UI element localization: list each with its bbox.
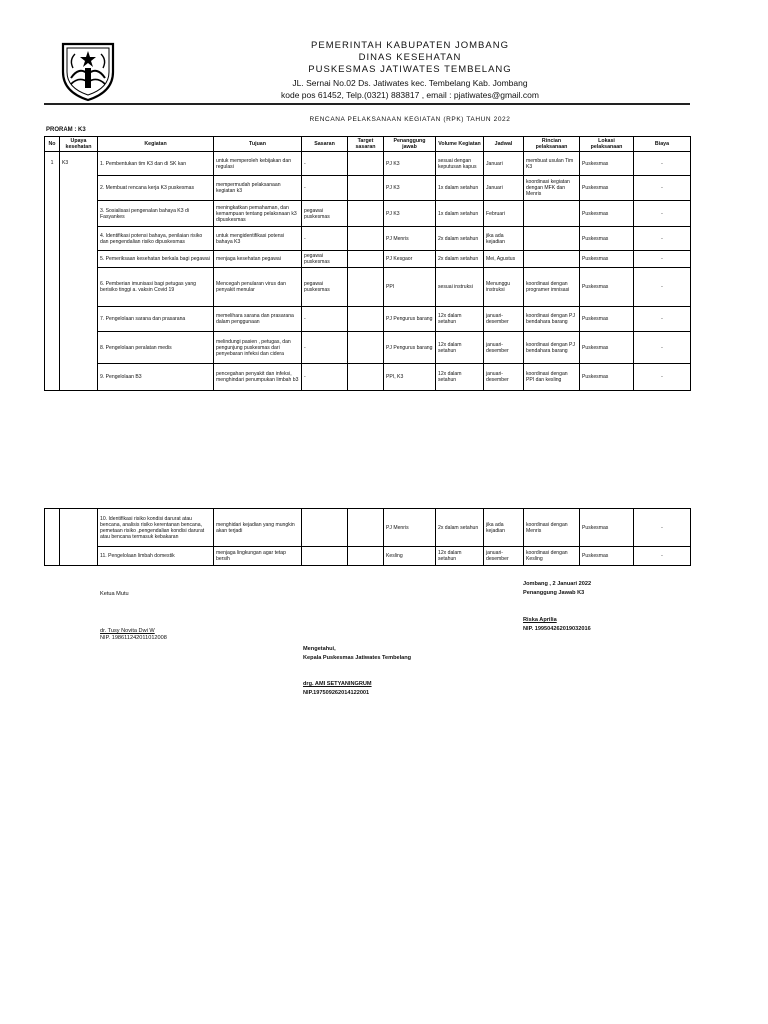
cell-biaya: - bbox=[634, 509, 691, 547]
cell-biaya: - bbox=[634, 364, 691, 391]
cell-volume: 2x dalam setahun bbox=[436, 509, 484, 547]
cell-jadwal: januari-desember bbox=[484, 364, 524, 391]
col-header: Sasaran bbox=[302, 137, 348, 152]
cell-biaya: - bbox=[634, 251, 691, 268]
contact: kode pos 61452, Telp.(0321) 883817 , email : pjatiwates@gmail.com bbox=[281, 90, 539, 100]
cell-pj: PPI, K3 bbox=[384, 364, 436, 391]
cell-jadwal: Januari bbox=[484, 176, 524, 201]
cell-biaya: - bbox=[634, 227, 691, 251]
cell-jadwal: Menunggu instruksi bbox=[484, 268, 524, 307]
cell-target bbox=[348, 268, 384, 307]
cell-target bbox=[348, 509, 384, 547]
address: JL. Sernai No.02 Ds. Jatiwates kec. Tembelang Kab. Jombang bbox=[292, 78, 528, 88]
cell-rincian: membuat usulan Tim K3 bbox=[524, 152, 580, 176]
cell-kegiatan: 7. Pengelolaan sarana dan prasarana bbox=[98, 307, 214, 332]
cell-target bbox=[348, 227, 384, 251]
cell-sasaran: - bbox=[302, 332, 348, 364]
cell-sasaran bbox=[302, 509, 348, 547]
col-header: Lokasi pelaksanaan bbox=[580, 137, 634, 152]
col-header: No bbox=[45, 137, 60, 152]
cell-jadwal: januari-desember bbox=[484, 332, 524, 364]
col-header: Volume Kegiatan bbox=[436, 137, 484, 152]
cell-tujuan: menjaga kesehatan pegawai bbox=[214, 251, 302, 268]
regency-emblem-icon bbox=[55, 38, 121, 104]
cell-pj: PJ Kesgaor bbox=[384, 251, 436, 268]
cell-volume: 12x dalam setahun bbox=[436, 364, 484, 391]
cell-target bbox=[348, 176, 384, 201]
pj-name: Riska Aprilia bbox=[523, 617, 557, 623]
cell-rincian bbox=[524, 227, 580, 251]
row-number: 1 bbox=[45, 152, 60, 391]
cell-rincian: koordinasi dengan Kesling bbox=[524, 547, 580, 566]
cell-biaya: - bbox=[634, 307, 691, 332]
cell-tujuan: menghidari kejadian yang mungkin akan terjadi bbox=[214, 509, 302, 547]
mutu-nip: NIP. 198611242011012008 bbox=[100, 635, 167, 641]
cell-biaya: - bbox=[634, 268, 691, 307]
cell-rincian: koordinasi dengan PPI dan kesling bbox=[524, 364, 580, 391]
cell-jadwal: jika ada kejadian bbox=[484, 509, 524, 547]
cell-jadwal: jika ada kejadian bbox=[484, 227, 524, 251]
table-row bbox=[45, 201, 691, 227]
cell-pj: PJ Menris bbox=[384, 509, 436, 547]
col-header: Kegiatan bbox=[98, 137, 214, 152]
cell-rincian: koordinasi dengan Menris bbox=[524, 509, 580, 547]
pj-title: Penanggung Jawab K3 bbox=[523, 590, 585, 596]
header-divider bbox=[44, 103, 690, 105]
cell-volume: 12x dalam setahun bbox=[436, 547, 484, 566]
cell-sasaran: pegawai puskesmas bbox=[302, 268, 348, 307]
cell-sasaran bbox=[302, 547, 348, 566]
cell-lokasi: Puskesmas bbox=[580, 547, 634, 566]
col-header: Penanggung jawab bbox=[384, 137, 436, 152]
cell-sasaran: pegawai puskesmas bbox=[302, 201, 348, 227]
cell-volume: sesuai dengan keputusan kapus bbox=[436, 152, 484, 176]
kepala-name: drg. AMI SETYANINGRUM bbox=[303, 681, 372, 687]
cell-volume: 12x dalam setahun bbox=[436, 307, 484, 332]
cell-sasaran: - bbox=[302, 307, 348, 332]
program-label: PRORAM : K3 bbox=[46, 127, 86, 133]
cell-target bbox=[348, 251, 384, 268]
kepala-nip: NIP.197509262014122001 bbox=[303, 690, 370, 696]
cell-tujuan: pencegahan penyakit dan infeksi, menghindari penumpukan limbah b3 bbox=[214, 364, 302, 391]
cell-jadwal: januari-desember bbox=[484, 307, 524, 332]
table-row bbox=[45, 509, 691, 547]
cell-lokasi: Puskesmas bbox=[580, 509, 634, 547]
cell-kegiatan: 8. Pengelolaan peralatan medis bbox=[98, 332, 214, 364]
cell-kegiatan: 10. Identifikasi risiko kondisi darurat atau bencana, analisis risiko kerentanan bencana, pemetaan risiko ,pengendalian kondisi darurat atau bencana termasuk kebakaran bbox=[98, 509, 214, 547]
letterhead bbox=[0, 0, 768, 105]
cell-kegiatan: 11. Pengelolaan limbah domestik bbox=[98, 547, 214, 566]
cell-volume: 1x dalam setahun bbox=[436, 176, 484, 201]
cell-biaya: - bbox=[634, 332, 691, 364]
cell-jadwal: Januari bbox=[484, 152, 524, 176]
cell-target bbox=[348, 152, 384, 176]
cell-sasaran: pegawai puskesmas bbox=[302, 251, 348, 268]
cell-lokasi: Puskesmas bbox=[580, 152, 634, 176]
cell-tujuan: memelihara sarana dan prasarana dalam penggunaan bbox=[214, 307, 302, 332]
cell-biaya: - bbox=[634, 547, 691, 566]
cell-sasaran: - bbox=[302, 364, 348, 391]
col-header: Upaya kesehatan bbox=[60, 137, 98, 152]
table-row bbox=[45, 332, 691, 364]
cell-volume: 2x dalam setahun bbox=[436, 227, 484, 251]
cell-target bbox=[348, 332, 384, 364]
cell-pj: PJ K3 bbox=[384, 201, 436, 227]
cell-pj: PPI bbox=[384, 268, 436, 307]
cell-lokasi: Puskesmas bbox=[580, 364, 634, 391]
table-row bbox=[45, 307, 691, 332]
cell-jadwal: Februari bbox=[484, 201, 524, 227]
cell-rincian: koordinasi dengan programer imnisasi bbox=[524, 268, 580, 307]
table-row bbox=[45, 227, 691, 251]
cell-tujuan: untuk memperoleh kebijakan dan regulasi bbox=[214, 152, 302, 176]
cell-kegiatan: 5. Pemeriksaan kesehatan berkala bagi pegawai bbox=[98, 251, 214, 268]
table-row bbox=[45, 364, 691, 391]
cell-pj: PJ Pengurus barang bbox=[384, 307, 436, 332]
table-row bbox=[45, 152, 691, 176]
cell-lokasi: Puskesmas bbox=[580, 307, 634, 332]
col-header: Target sasaran bbox=[348, 137, 384, 152]
cell-pj: PJ K3 bbox=[384, 176, 436, 201]
table-row bbox=[45, 176, 691, 201]
cell-kegiatan: 4. Identifikasi potensi bahaya, penilaian risiko dan pengendalian risiko dipuskesmas bbox=[98, 227, 214, 251]
kepala-acknowledge: Mengetahui, bbox=[303, 646, 336, 652]
cell-biaya: - bbox=[634, 176, 691, 201]
cell-lokasi: Puskesmas bbox=[580, 201, 634, 227]
cell-kegiatan: 1. Pembentukan tim K3 dan di SK kan bbox=[98, 152, 214, 176]
cell-rincian bbox=[524, 201, 580, 227]
cell-volume: 2x dalam setahun bbox=[436, 251, 484, 268]
puskesmas-name: PUSKESMAS JATIWATES TEMBELANG bbox=[308, 64, 512, 75]
cell-kegiatan: 3. Sosialisasi pengenalan bahaya K3 di Fasyankes bbox=[98, 201, 214, 227]
cell-volume: 12x dalam setahun bbox=[436, 332, 484, 364]
cell-lokasi: Puskesmas bbox=[580, 176, 634, 201]
pj-nip: NIP. 199504262019032016 bbox=[523, 626, 591, 632]
cell-kegiatan: 2. Membuat rencana kerja K3 puskesmas bbox=[98, 176, 214, 201]
cell-kegiatan: 6. Pemberian imunisasi bagi petugas yang berisiko tinggi a. vaksin Covid 19 bbox=[98, 268, 214, 307]
cell-lokasi: Puskesmas bbox=[580, 251, 634, 268]
table-row bbox=[45, 251, 691, 268]
col-header: Jadwal bbox=[484, 137, 524, 152]
row-number bbox=[45, 509, 60, 566]
cell-target bbox=[348, 201, 384, 227]
mutu-name: dr. Tusy Novita Dwi W bbox=[100, 628, 155, 634]
table-header-row bbox=[45, 137, 691, 152]
agency-name: DINAS KESEHATAN bbox=[358, 52, 462, 63]
cell-tujuan: menjaga lingkungan agar tetap bersih bbox=[214, 547, 302, 566]
upaya-kesehatan: K3 bbox=[60, 152, 98, 391]
cell-pj: PJ Menris bbox=[384, 227, 436, 251]
cell-tujuan: melindungi pasien , petugas, dan pengunjung puskesmas dari penyebaran infeksi dan cidera bbox=[214, 332, 302, 364]
cell-volume: 1x dalam setahun bbox=[436, 201, 484, 227]
cell-tujuan: untuk mengidentifikasi potensi bahaya K3 bbox=[214, 227, 302, 251]
cell-kegiatan: 9. Pengelolaan B3 bbox=[98, 364, 214, 391]
cell-tujuan: mempermudah pelaksanaan kegiatan k3 bbox=[214, 176, 302, 201]
cell-lokasi: Puskesmas bbox=[580, 227, 634, 251]
table-row bbox=[45, 268, 691, 307]
rpk-table-continued bbox=[44, 508, 691, 566]
cell-target bbox=[348, 364, 384, 391]
cell-target bbox=[348, 547, 384, 566]
cell-tujuan: meningkatkan pemahaman, dan kemampuan tentang pelaksnaan k3 dipuskesmas bbox=[214, 201, 302, 227]
cell-sasaran: - bbox=[302, 227, 348, 251]
col-header: Rincian pelaksanaan bbox=[524, 137, 580, 152]
cell-sasaran: - bbox=[302, 152, 348, 176]
cell-tujuan: Mencegah penularan virus dan penyakit menular bbox=[214, 268, 302, 307]
cell-lokasi: Puskesmas bbox=[580, 332, 634, 364]
place-date: Jombang , 2 Januari 2022 bbox=[523, 581, 592, 587]
cell-volume: sesuai instruksi bbox=[436, 268, 484, 307]
cell-pj: PJ K3 bbox=[384, 152, 436, 176]
govt-name: PEMERINTAH KABUPATEN JOMBANG bbox=[311, 40, 509, 51]
cell-rincian: koordinasi dengan PJ bendahara barang bbox=[524, 332, 580, 364]
cell-biaya: - bbox=[634, 152, 691, 176]
upaya-kesehatan bbox=[60, 509, 98, 566]
cell-sasaran: - bbox=[302, 176, 348, 201]
mutu-title: Ketua Mutu bbox=[100, 591, 129, 597]
cell-pj: Kesling bbox=[384, 547, 436, 566]
cell-lokasi: Puskesmas bbox=[580, 268, 634, 307]
cell-pj: PJ Pengurus barang bbox=[384, 332, 436, 364]
cell-jadwal: januari-desember bbox=[484, 547, 524, 566]
col-header: Tujuan bbox=[214, 137, 302, 152]
kepala-title: Kepala Puskesmas Jatiwates Tembelang bbox=[303, 655, 412, 661]
rpk-table bbox=[44, 136, 691, 391]
col-header: Biaya bbox=[634, 137, 691, 152]
table-row bbox=[45, 547, 691, 566]
cell-rincian bbox=[524, 251, 580, 268]
cell-target bbox=[348, 307, 384, 332]
cell-rincian: koordinasi kegiatan dengan MFK dan Menris bbox=[524, 176, 580, 201]
cell-jadwal: Mei, Agustus bbox=[484, 251, 524, 268]
cell-biaya: - bbox=[634, 201, 691, 227]
cell-rincian: koordinasi dengan PJ bendahara barang bbox=[524, 307, 580, 332]
document-title: RENCANA PELAKSANAAN KEGIATAN (RPK) TAHUN 2022 bbox=[309, 116, 511, 123]
